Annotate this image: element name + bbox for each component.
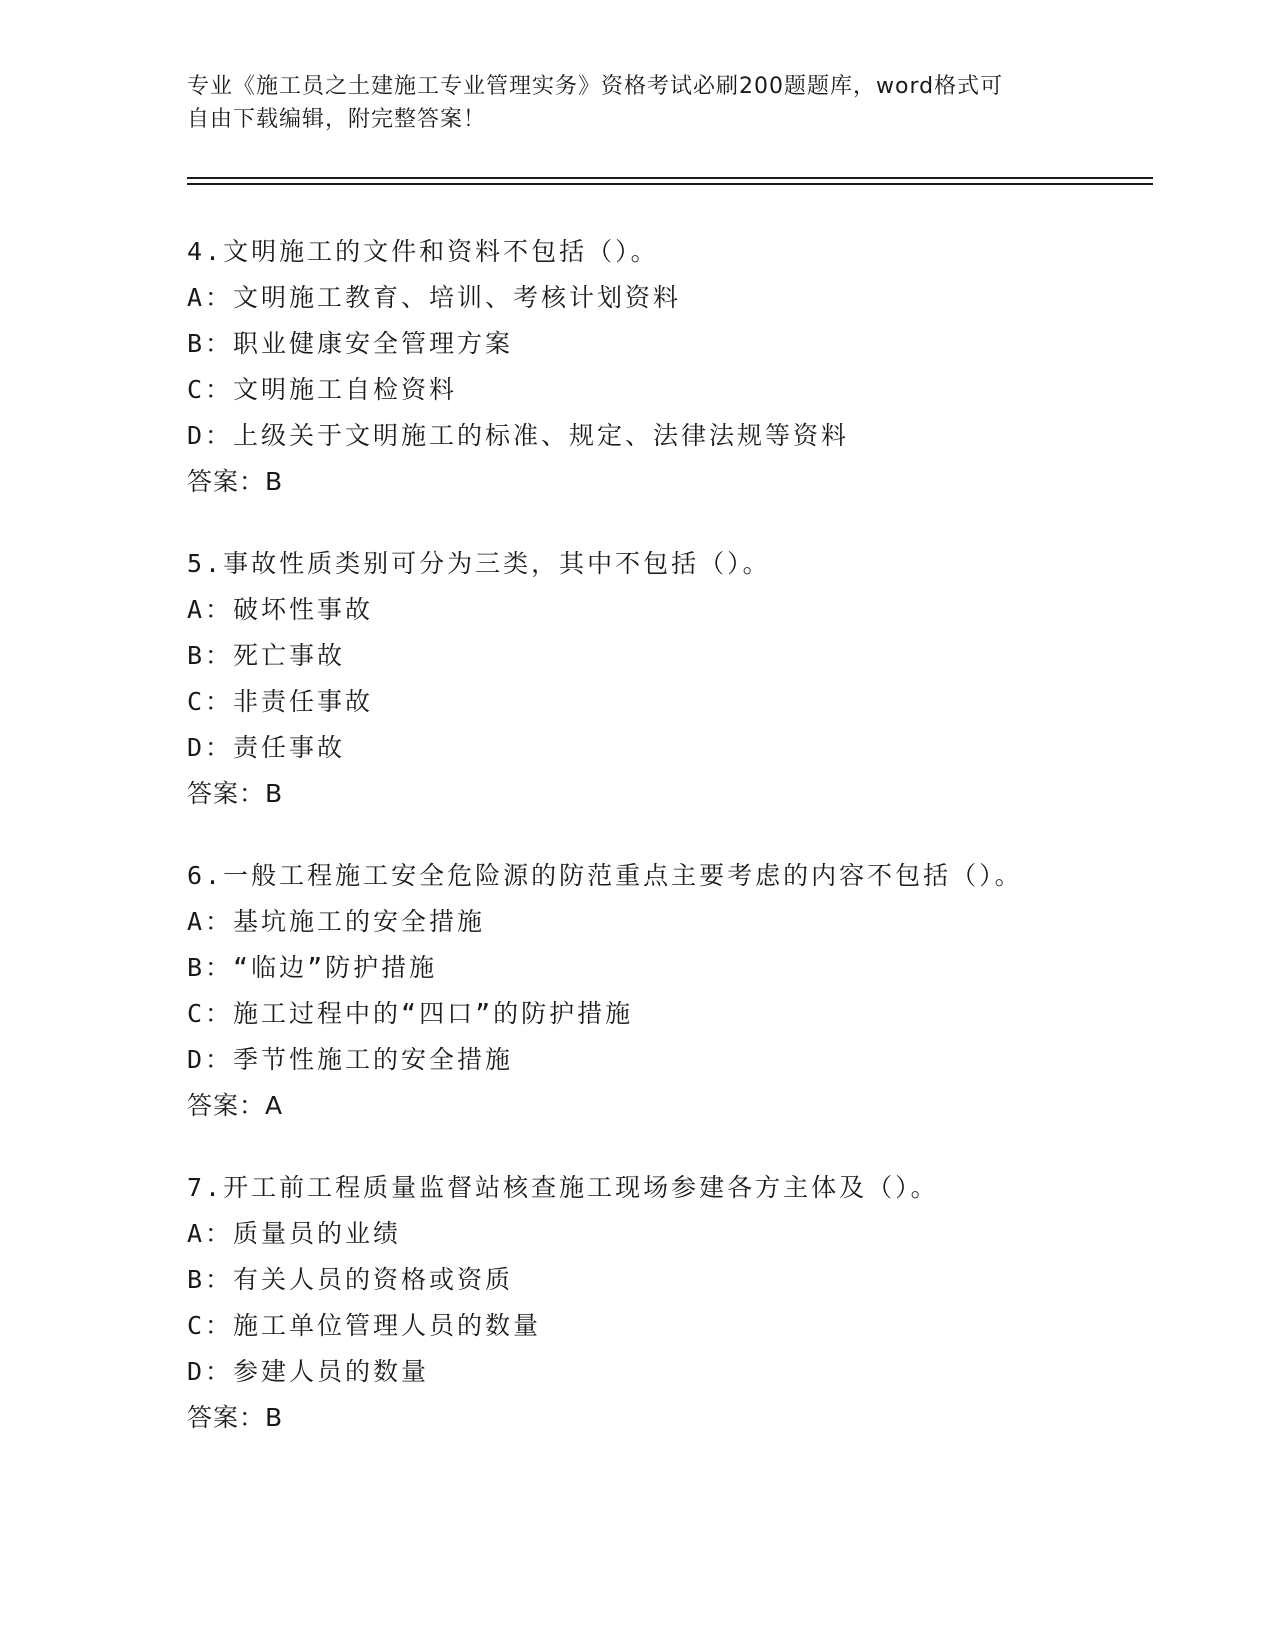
option-b: B：职业健康安全管理方案	[187, 329, 514, 358]
option-b: B：“临边”防护措施	[187, 953, 438, 982]
question-5	[187, 541, 1167, 817]
question-stem: 4.文明施工的文件和资料不包括（）。	[187, 237, 659, 266]
answer: 答案：A	[187, 1091, 284, 1120]
question-4	[187, 229, 1167, 505]
option-a: A：质量员的业绩	[187, 1219, 402, 1248]
option-d: D：参建人员的数量	[187, 1357, 430, 1386]
header-line-1: 专业《施工员之土建施工专业管理实务》资格考试必刷200题题库，word格式可	[187, 74, 1004, 99]
option-d: D：责任事故	[187, 733, 346, 762]
answer: 答案：B	[187, 779, 284, 808]
question-stem: 5.事故性质类别可分为三类，其中不包括（）。	[187, 549, 771, 578]
header-divider-top	[187, 177, 1153, 179]
option-a: A：破坏性事故	[187, 595, 374, 624]
option-b: B：死亡事故	[187, 641, 346, 670]
question-stem: 6.一般工程施工安全危险源的防范重点主要考虑的内容不包括（）。	[187, 861, 1023, 890]
option-c: C：非责任事故	[187, 687, 374, 716]
option-c: C：施工过程中的“四口”的防护措施	[187, 999, 634, 1028]
option-b: B：有关人员的资格或资质	[187, 1265, 514, 1294]
question-list	[187, 229, 1167, 1477]
option-a: A：文明施工教育、培训、考核计划资料	[187, 283, 682, 312]
option-d: D：上级关于文明施工的标准、规定、法律法规等资料	[187, 421, 850, 450]
header-divider-bottom	[187, 183, 1153, 185]
document-header	[187, 70, 1067, 136]
option-c: C：施工单位管理人员的数量	[187, 1311, 542, 1340]
header-line-2: 自由下载编辑，附完整答案！	[187, 107, 487, 132]
question-stem: 7.开工前工程质量监督站核查施工现场参建各方主体及（）。	[187, 1173, 939, 1202]
question-6	[187, 853, 1167, 1129]
option-c: C：文明施工自检资料	[187, 375, 458, 404]
option-d: D：季节性施工的安全措施	[187, 1045, 514, 1074]
answer: 答案：B	[187, 1403, 284, 1432]
option-a: A：基坑施工的安全措施	[187, 907, 486, 936]
question-7	[187, 1165, 1167, 1441]
answer: 答案：B	[187, 467, 284, 496]
